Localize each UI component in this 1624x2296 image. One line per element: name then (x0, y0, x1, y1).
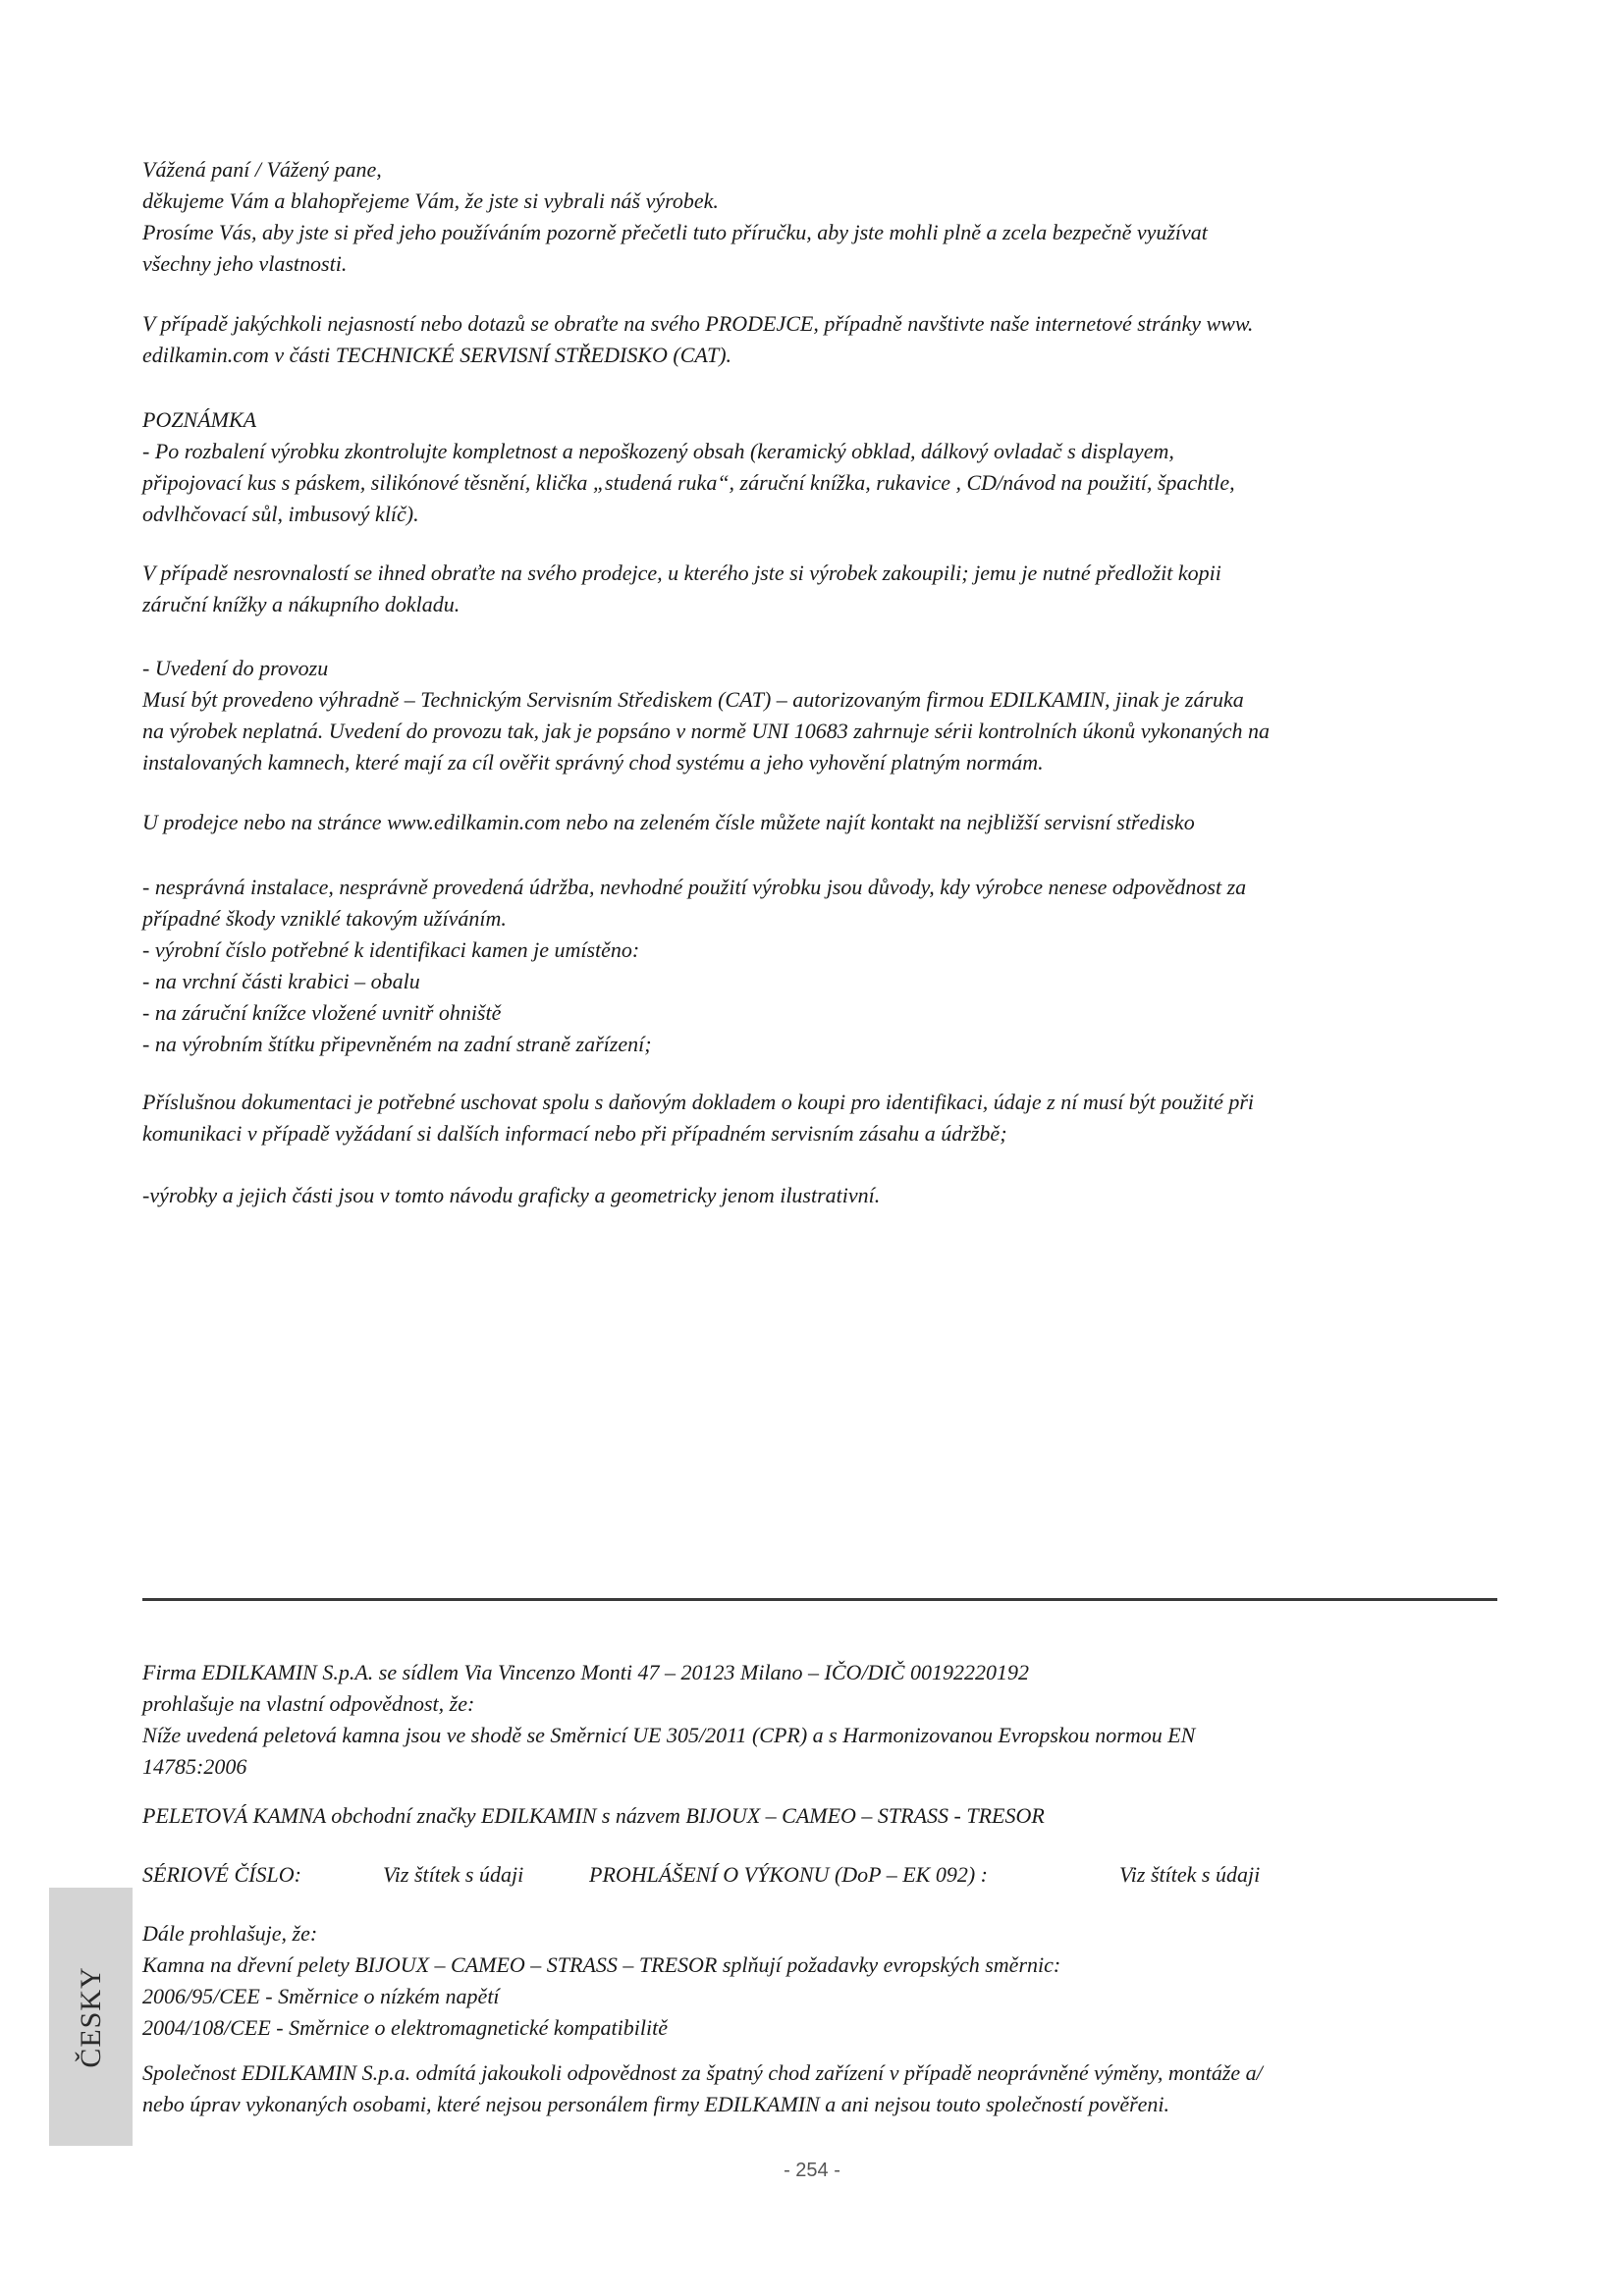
text-line: Musí být provedeno výhradně – Technickým Servisním Střediskem (CAT) – autorizovaným firmou EDILKAMIN, jinak je záruka (142, 687, 1244, 712)
language-tab (49, 1888, 133, 2146)
product-line: PELETOVÁ KAMNA obchodní značky EDILKAMIN s názvem BIJOUX – CAMEO – STRASS - TRESOR (142, 1803, 1045, 1828)
text-line: V případě nesrovnalostí se ihned obraťte na svého prodejce, u kterého jste si výrobek zakoupili; jemu je nutné předložit kopii (142, 561, 1221, 585)
text-line: záruční knížky a nákupního dokladu. (142, 592, 460, 616)
text-line: 14785:2006 (142, 1754, 247, 1779)
text-line: V případě jakýchkoli nejasností nebo dotazů se obraťte na svého PRODEJCE, případně navštivte naše internetové stránky www. (142, 311, 1254, 336)
text-line: Kamna na dřevní pelety BIJOUX – CAMEO – STRASS – TRESOR splňují požadavky evropských směrnic: (142, 1952, 1061, 1977)
declaration-disclaimer (142, 2057, 1497, 2120)
commissioning-section (142, 653, 1497, 778)
text-line: Dále prohlašuje, že: (142, 1921, 318, 1946)
note-heading: POZNÁMKA (142, 407, 257, 432)
text-line: edilkamin.com v části TECHNICKÉ SERVISNÍ STŘEDISKO (CAT). (142, 343, 732, 367)
illustrative-section (142, 1180, 1497, 1211)
text-line: na výrobek neplatná. Uvedení do provozu tak, jak je popsáno v normě UNI 10683 zahrnuje sérii kontrolních úkonů vykonaných na (142, 719, 1271, 743)
text-line: Prosíme Vás, aby jste si před jeho používáním pozorně přečetli tuto příručku, aby jste mohli plně a zcela bezpečně využívat (142, 220, 1208, 244)
text-line: nebo úprav vykonaných osobami, které nejsou personálem firmy EDILKAMIN a ani nejsou touto společností pověřeni. (142, 2092, 1170, 2116)
contact-section (142, 807, 1497, 838)
text-line: Níže uvedená peletová kamna jsou ve shodě se Směrnicí UE 305/2011 (CPR) a s Harmonizovanou Evropskou normou EN (142, 1723, 1196, 1747)
text-line: děkujeme Vám a blahopřejeme Vám, že jste si vybrali náš výrobek. (142, 188, 719, 213)
declaration-company (142, 1657, 1497, 1783)
language-tab-label: ČESKY (74, 1965, 107, 2068)
text-line: - na výrobním štítku připevněném na zadní straně zařízení; (142, 1032, 652, 1056)
text-line: Vážená paní / Vážený pane, (142, 157, 382, 182)
dop-label: PROHLÁŠENÍ O VÝKONU (DoP – EK 092) : (589, 1862, 988, 1887)
dop-value: Viz štítek s údaji (1119, 1862, 1261, 1887)
section-divider (142, 1598, 1497, 1601)
text-line: komunikaci v případě vyžádaní si dalších informací nebo při případném servisním zásahu a údržbě; (142, 1121, 1007, 1146)
liability-section (142, 872, 1497, 1060)
text-line: 2004/108/CEE - Směrnice o elektromagnetické kompatibilitě (142, 2015, 668, 2040)
text-line: - na záruční knížce vložené uvnitř ohniště (142, 1000, 502, 1025)
text-line: odvlhčovací sůl, imbusový klíč). (142, 502, 419, 526)
text-line: všechny jeho vlastnosti. (142, 251, 348, 276)
text-line: instalovaných kamnech, které mají za cíl ověřit správný chod systému a jeho vyhovění platným normám. (142, 750, 1044, 774)
text-line: prohlašuje na vlastní odpovědnost, že: (142, 1691, 475, 1716)
text-line: - výrobní číslo potřebné k identifikaci kamen je umístěno: (142, 937, 640, 962)
serial-label: SÉRIOVÉ ČÍSLO: (142, 1862, 301, 1887)
declaration-directives (142, 1918, 1497, 2044)
discrepancy-section (142, 558, 1497, 620)
text-line: U prodejce nebo na stránce www.edilkamin.com nebo na zeleném čísle můžete najít kontakt na nejbližší servisní středisko (142, 810, 1195, 834)
text-line: -výrobky a jejich části jsou v tomto návodu graficky a geometricky jenom ilustrativní. (142, 1183, 881, 1207)
documentation-section (142, 1087, 1497, 1149)
text-line: Společnost EDILKAMIN S.p.a. odmítá jakoukoli odpovědnost za špatný chod zařízení v případě neoprávněné výměny, montáže a/ (142, 2060, 1263, 2085)
text-line: - na vrchní části krabici – obalu (142, 969, 420, 993)
page-number: - 254 - (784, 2160, 840, 2181)
note-section (142, 404, 1497, 530)
text-line: Příslušnou dokumentaci je potřebné uschovat spolu s daňovým dokladem o koupi pro identifikaci, údaje z ní musí být použité při (142, 1090, 1255, 1114)
text-line: případné škody vzniklé takovým užíváním. (142, 906, 507, 931)
text-line: - nesprávná instalace, nesprávně provedená údržba, nevhodné použití výrobku jsou důvody, kdy výrobce nenese odpovědnost za (142, 875, 1247, 899)
commissioning-heading: - Uvedení do provozu (142, 656, 329, 680)
text-line: 2006/95/CEE - Směrnice o nízkém napětí (142, 1984, 500, 2008)
serial-value: Viz štítek s údaji (383, 1862, 524, 1887)
dealer-section (142, 308, 1497, 371)
text-line: - Po rozbalení výrobku zkontrolujte kompletnost a nepoškozený obsah (keramický obklad, dálkový ovladač s displayem, (142, 439, 1174, 463)
greeting-section (142, 154, 1497, 280)
declaration-product (142, 1800, 1497, 1832)
text-line: připojovací kus s páskem, silikónové těsnění, klička „studená ruka“, záruční knížka, rukavice , CD/návod na použití, špachtle, (142, 470, 1235, 495)
text-line: Firma EDILKAMIN S.p.A. se sídlem Via Vincenzo Monti 47 – 20123 Milano – IČO/DIČ 00192220192 (142, 1660, 1029, 1684)
